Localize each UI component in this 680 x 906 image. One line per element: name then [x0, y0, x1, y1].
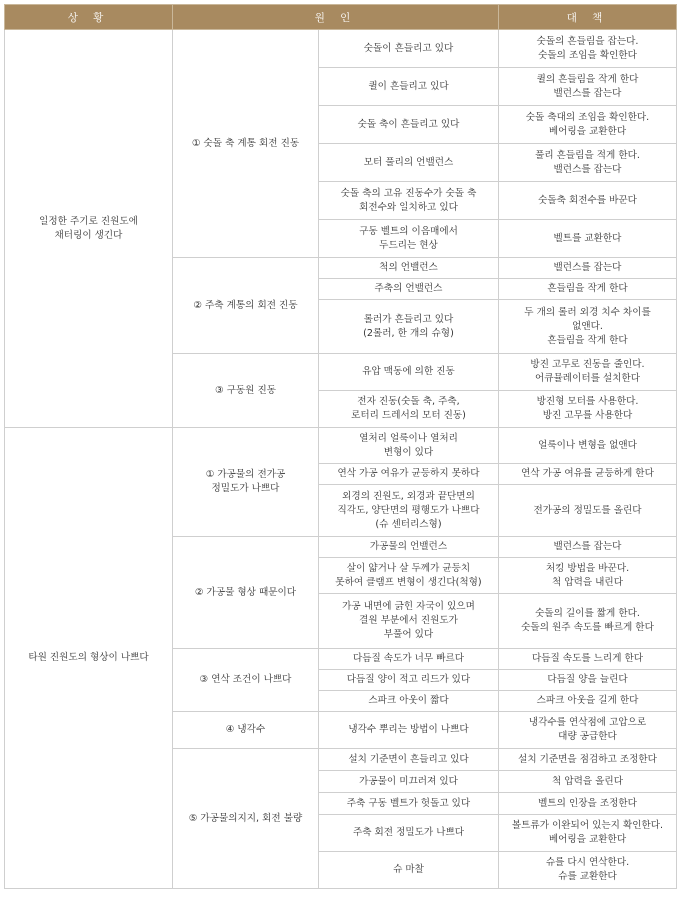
header-remedy: 대 책	[499, 5, 677, 30]
cause-detail-cell: 척의 언밸런스	[319, 258, 499, 279]
cause-detail-cell: 열처리 얼룩이나 열처리 변형이 있다	[319, 428, 499, 464]
header-cause: 원 인	[173, 5, 499, 30]
cause-detail-cell: 숫돌 축이 흔들리고 있다	[319, 106, 499, 144]
cause-category-cell: ③ 연삭 조건이 나쁘다	[173, 649, 319, 712]
cause-category-cell: ② 주축 계통의 회전 진동	[173, 258, 319, 354]
cause-category-cell: ② 가공물 형상 때문이다	[173, 537, 319, 649]
remedy-cell: 전가공의 정밀도를 올린다	[499, 485, 677, 537]
table-body	[5, 30, 677, 889]
table-row	[5, 428, 677, 464]
remedy-cell: 밸런스를 잡는다	[499, 537, 677, 558]
remedy-cell: 밸런스를 잡는다	[499, 258, 677, 279]
cause-detail-cell: 외경의 진원도, 외경과 끝단면의 직각도, 양단면의 평행도가 나쁘다 (슈 센터리스형)	[319, 485, 499, 537]
remedy-cell: 방진형 모터를 사용한다. 방진 고무를 사용한다	[499, 391, 677, 428]
cause-detail-cell: 가공물이 미끄러져 있다	[319, 771, 499, 793]
cause-detail-cell: 구동 벨트의 이음매에서 두드리는 현상	[319, 220, 499, 258]
cause-detail-cell: 숫돌이 흔들리고 있다	[319, 30, 499, 68]
cause-detail-cell: 냉각수 뿌리는 방법이 나쁘다	[319, 712, 499, 749]
situation-cell: 일정한 주기로 진원도에 채터링이 생긴다	[5, 30, 173, 428]
cause-detail-cell: 가공물의 언밸런스	[319, 537, 499, 558]
remedy-cell: 퀼의 흔들림을 작게 한다 밸런스를 잡는다	[499, 68, 677, 106]
cause-detail-cell: 슈 마찰	[319, 852, 499, 889]
cause-category-cell: ⑤ 가공물의지지, 회전 불량	[173, 749, 319, 889]
cause-detail-cell: 살이 얇거나 살 두께가 균등치 못하여 클램프 변형이 생긴다(척형)	[319, 558, 499, 594]
remedy-cell: 숫돌 축대의 조임을 확인한다. 베어링을 교환한다	[499, 106, 677, 144]
cause-detail-cell: 설치 기준면이 흔들리고 있다	[319, 749, 499, 771]
cause-detail-cell: 모터 풀리의 언밸런스	[319, 144, 499, 182]
remedy-cell: 숫돌축 회전수를 바꾼다	[499, 182, 677, 220]
cause-detail-cell: 숫돌 축의 고유 진동수가 숫돌 축 회전수와 일치하고 있다	[319, 182, 499, 220]
cause-detail-cell: 주축 구동 벨트가 헛돌고 있다	[319, 793, 499, 815]
cause-detail-cell: 롤러가 흔들리고 있다 (2롤러, 한 개의 슈형)	[319, 300, 499, 354]
remedy-cell: 숫돌의 흔들림을 잡는다. 숫돌의 조임을 확인한다	[499, 30, 677, 68]
table-row	[5, 30, 677, 68]
troubleshooting-table-container	[4, 4, 676, 889]
cause-category-cell: ④ 냉각수	[173, 712, 319, 749]
remedy-cell: 다듬질 속도를 느리게 한다	[499, 649, 677, 670]
cause-detail-cell: 스파크 아웃이 짧다	[319, 691, 499, 712]
remedy-cell: 슈를 다시 연삭한다. 슈를 교환한다	[499, 852, 677, 889]
cause-category-cell: ① 가공물의 전가공 정밀도가 나쁘다	[173, 428, 319, 537]
header-situation: 상 황	[5, 5, 173, 30]
cause-detail-cell: 연삭 가공 여유가 균등하지 못하다	[319, 464, 499, 485]
remedy-cell: 숫돌의 길이를 짧게 한다. 숫돌의 원주 속도를 빠르게 한다	[499, 594, 677, 649]
remedy-cell: 연삭 가공 여유를 균등하게 한다	[499, 464, 677, 485]
situation-cell: 타원 진원도의 형상이 나쁘다	[5, 428, 173, 889]
remedy-cell: 두 개의 롤러 외경 치수 차이를 없앤다. 흔들림을 작게 한다	[499, 300, 677, 354]
troubleshooting-table	[4, 4, 677, 889]
remedy-cell: 냉각수를 연삭점에 고압으로 대량 공급한다	[499, 712, 677, 749]
cause-detail-cell: 주축 회전 정밀도가 나쁘다	[319, 815, 499, 852]
cause-detail-cell: 전자 진동(숫돌 축, 주축, 로터리 드레서의 모터 진동)	[319, 391, 499, 428]
remedy-cell: 볼트류가 이완되어 있는지 확인한다. 베어링을 교환한다	[499, 815, 677, 852]
cause-detail-cell: 다듬질 양이 적고 리드가 있다	[319, 670, 499, 691]
remedy-cell: 설치 기준면을 점검하고 조정한다	[499, 749, 677, 771]
remedy-cell: 다듬질 양을 늘린다	[499, 670, 677, 691]
cause-detail-cell: 주축의 언밸런스	[319, 279, 499, 300]
cause-detail-cell: 유압 맥동에 의한 진동	[319, 354, 499, 391]
remedy-cell: 벨트를 교환한다	[499, 220, 677, 258]
remedy-cell: 스파크 아웃을 길게 한다	[499, 691, 677, 712]
cause-detail-cell: 다듬질 속도가 너무 빠르다	[319, 649, 499, 670]
cause-category-cell: ③ 구동원 진동	[173, 354, 319, 428]
remedy-cell: 벨트의 인장을 조정한다	[499, 793, 677, 815]
remedy-cell: 방진 고무로 진동을 줄인다. 어큐뮬레이터를 설치한다	[499, 354, 677, 391]
header-row	[5, 5, 677, 30]
remedy-cell: 처킹 방법을 바꾼다. 척 압력을 내린다	[499, 558, 677, 594]
cause-detail-cell: 퀼이 흔들리고 있다	[319, 68, 499, 106]
remedy-cell: 척 압력을 올린다	[499, 771, 677, 793]
cause-category-cell: ① 숫돌 축 계통 회전 진동	[173, 30, 319, 258]
remedy-cell: 풀리 흔들림을 적게 한다. 밸런스를 잡는다	[499, 144, 677, 182]
cause-detail-cell: 가공 내면에 긁힌 자국이 있으며 결원 부분에서 진원도가 부풀어 있다	[319, 594, 499, 649]
remedy-cell: 얼룩이나 변형을 없앤다	[499, 428, 677, 464]
remedy-cell: 흔들림을 작게 한다	[499, 279, 677, 300]
